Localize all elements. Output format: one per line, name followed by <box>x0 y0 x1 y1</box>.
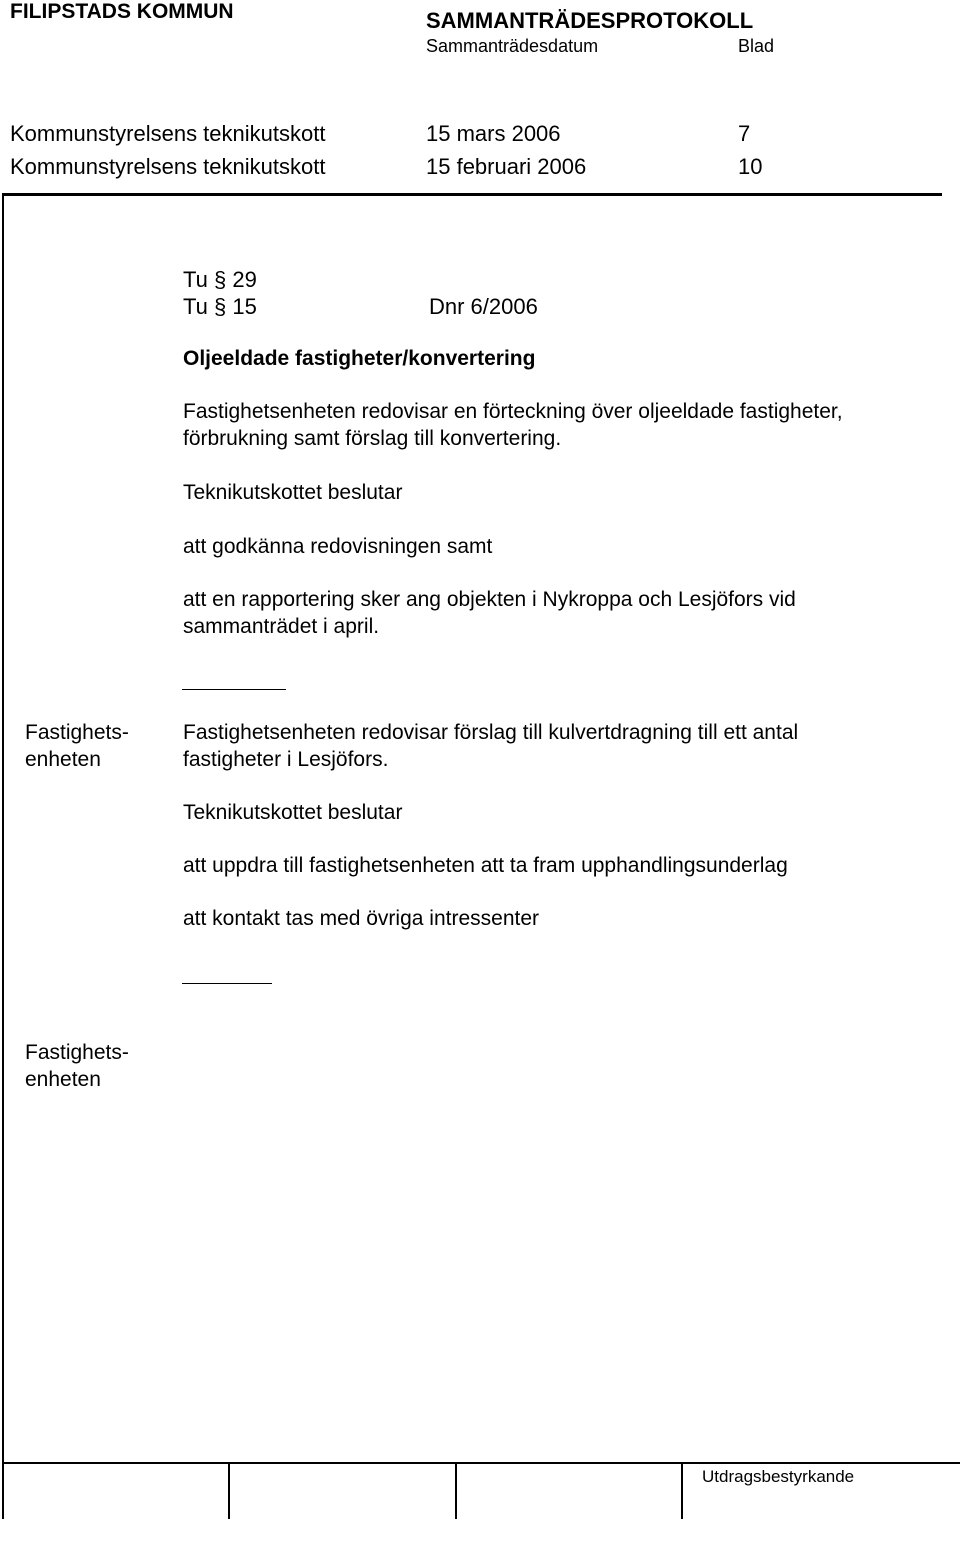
meeting-date: 15 februari 2006 <box>426 154 587 179</box>
decision-item: att uppdra till fastighetsenheten att ta fram upphandlingsunderlag <box>183 854 788 877</box>
meeting-page: 10 <box>738 154 763 179</box>
distribution-recipient: Fastighets- <box>25 1041 129 1064</box>
frame-bottom-rule <box>2 1462 960 1464</box>
paragraph-prefix: Tu <box>183 267 208 292</box>
signature-box-divider <box>455 1463 457 1519</box>
decision-item: sammanträdet i april. <box>183 615 380 638</box>
separator-rule <box>182 689 286 690</box>
meeting-body: Kommunstyrelsens teknikutskott <box>10 154 326 179</box>
frame-top-rule <box>2 193 942 196</box>
section-sign: § <box>213 267 227 292</box>
meeting-body: Kommunstyrelsens teknikutskott <box>10 121 326 146</box>
decision-item: att en rapportering sker ang objekten i Nykroppa och Lesjöfors vid <box>183 588 796 611</box>
document-type: SAMMANTRÄDESPROTOKOLL <box>426 8 754 33</box>
paragraph-number <box>183 267 257 293</box>
decision-heading: Teknikutskottet beslutar <box>183 481 403 504</box>
paragraph-value: 15 <box>232 294 257 319</box>
decision-item: att godkänna redovisningen samt <box>183 535 493 558</box>
signature-box-divider <box>681 1463 683 1519</box>
meeting-date-label: Sammanträdesdatum <box>426 36 599 56</box>
paragraph-value: 29 <box>232 267 257 292</box>
case-number: Dnr 6/2006 <box>429 294 538 319</box>
meeting-page: 7 <box>738 121 751 146</box>
frame-left-rule <box>2 193 4 1463</box>
margin-recipient: enheten <box>25 748 101 771</box>
distribution-recipient: enheten <box>25 1068 101 1091</box>
separator-rule <box>182 983 272 984</box>
municipality-name: FILIPSTADS KOMMUN <box>10 0 234 23</box>
signature-box-divider <box>2 1463 4 1519</box>
certification-label: Utdragsbestyrkande <box>702 1467 855 1486</box>
paragraph-prefix: Tu <box>183 294 208 319</box>
intro-text: förbrukning samt förslag till konvertering. <box>183 427 562 450</box>
body-text: fastigheter i Lesjöfors. <box>183 748 389 771</box>
meeting-date: 15 mars 2006 <box>426 121 561 146</box>
paragraph-number <box>183 294 257 320</box>
section-title: Oljeeldade fastigheter/konvertering <box>183 347 536 370</box>
page-label: Blad <box>738 36 775 56</box>
margin-recipient: Fastighets- <box>25 721 129 744</box>
signature-box-divider <box>228 1463 230 1519</box>
body-text: Fastighetsenheten redovisar förslag till kulvertdragning till ett antal <box>183 721 799 744</box>
decision-heading: Teknikutskottet beslutar <box>183 801 403 824</box>
section-sign: § <box>213 294 227 319</box>
intro-text: Fastighetsenheten redovisar en förteckning över oljeeldade fastigheter, <box>183 400 843 423</box>
decision-item: att kontakt tas med övriga intressenter <box>183 907 540 930</box>
